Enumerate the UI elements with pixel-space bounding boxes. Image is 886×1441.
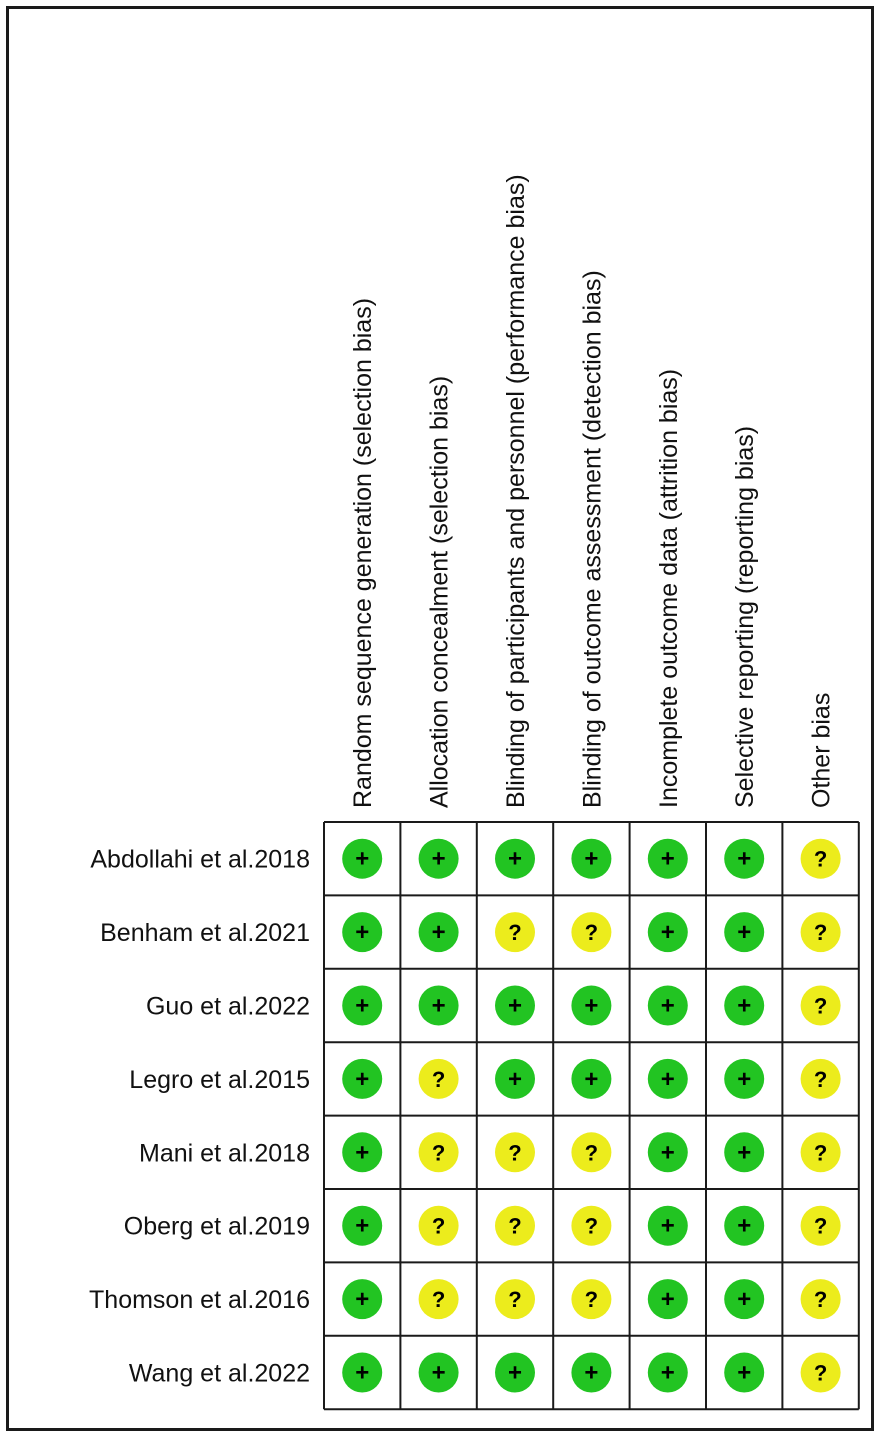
row-label: Mani et al.2018 — [139, 1139, 310, 1168]
question-mark-icon: ? — [813, 920, 828, 946]
low-risk-judgement — [495, 1059, 535, 1099]
low-risk-judgement — [724, 1059, 764, 1099]
unclear-risk-judgement — [419, 1206, 459, 1246]
unclear-risk-judgement — [801, 1279, 841, 1319]
row-label: Benham et al.2021 — [100, 919, 310, 948]
question-mark-icon: ? — [584, 1140, 599, 1166]
low-risk-judgement — [342, 1059, 382, 1099]
plus-icon: + — [431, 992, 446, 1020]
row-label: Abdollahi et al.2018 — [90, 845, 310, 874]
plus-icon: + — [660, 1139, 675, 1167]
column-label: Random sequence generation (selection bias) — [349, 297, 378, 808]
unclear-risk-judgement — [801, 1132, 841, 1172]
low-risk-judgement — [648, 1132, 688, 1172]
low-risk-judgement — [648, 1353, 688, 1393]
question-mark-icon: ? — [431, 1287, 446, 1313]
plus-icon: + — [355, 1286, 370, 1314]
low-risk-judgement — [419, 986, 459, 1026]
unclear-risk-judgement — [801, 1059, 841, 1099]
low-risk-judgement — [495, 1353, 535, 1393]
low-risk-judgement — [419, 912, 459, 952]
plus-icon: + — [355, 1139, 370, 1167]
question-mark-icon: ? — [813, 1287, 828, 1313]
low-risk-judgement — [648, 912, 688, 952]
plus-icon: + — [660, 1212, 675, 1240]
column-label: Blinding of participants and personnel (performance bias) — [502, 174, 530, 808]
question-mark-icon: ? — [508, 1287, 522, 1313]
low-risk-judgement — [342, 912, 382, 952]
plus-icon: + — [737, 845, 752, 873]
row-label: Legro et al.2015 — [129, 1065, 310, 1094]
low-risk-judgement — [724, 912, 764, 952]
unclear-risk-judgement — [495, 912, 535, 952]
plus-icon: + — [737, 919, 752, 947]
plus-icon: + — [660, 1065, 675, 1093]
question-mark-icon: ? — [584, 920, 599, 946]
plus-icon: + — [584, 1359, 599, 1387]
plus-icon: + — [737, 1212, 752, 1240]
column-label: Other bias — [807, 692, 836, 808]
unclear-risk-judgement — [801, 839, 841, 879]
plus-icon: + — [660, 992, 675, 1020]
low-risk-judgement — [342, 839, 382, 879]
unclear-risk-judgement — [495, 1206, 535, 1246]
row-label: Wang et al.2022 — [128, 1359, 310, 1388]
plus-icon: + — [507, 845, 523, 873]
column-label: Selective reporting (reporting bias) — [731, 425, 760, 808]
plus-icon: + — [507, 992, 523, 1020]
unclear-risk-judgement — [571, 912, 611, 952]
column-label: Incomplete outcome data (attrition bias) — [654, 368, 683, 808]
low-risk-judgement — [419, 1353, 459, 1393]
low-risk-judgement — [724, 1206, 764, 1246]
unclear-risk-judgement — [571, 1279, 611, 1319]
plus-icon: + — [355, 845, 370, 873]
plus-icon: + — [355, 992, 370, 1020]
plus-icon: + — [431, 1359, 446, 1387]
question-mark-icon: ? — [508, 1140, 522, 1166]
plus-icon: + — [355, 1065, 370, 1093]
low-risk-judgement — [571, 986, 611, 1026]
low-risk-judgement — [495, 986, 535, 1026]
low-risk-judgement — [342, 1279, 382, 1319]
low-risk-judgement — [342, 1132, 382, 1172]
question-mark-icon: ? — [813, 1066, 828, 1092]
question-mark-icon: ? — [813, 1213, 828, 1239]
low-risk-judgement — [571, 1059, 611, 1099]
plus-icon: + — [737, 1359, 752, 1387]
column-label: Allocation concealment (selection bias) — [425, 375, 454, 808]
low-risk-judgement — [342, 1353, 382, 1393]
low-risk-judgement — [724, 839, 764, 879]
plus-icon: + — [507, 1065, 523, 1093]
plus-icon: + — [737, 1065, 752, 1093]
low-risk-judgement — [724, 986, 764, 1026]
question-mark-icon: ? — [431, 1213, 446, 1239]
question-mark-icon: ? — [813, 993, 828, 1019]
plus-icon: + — [737, 992, 752, 1020]
unclear-risk-judgement — [801, 912, 841, 952]
low-risk-judgement — [419, 839, 459, 879]
plus-icon: + — [431, 919, 446, 947]
low-risk-judgement — [724, 1132, 764, 1172]
low-risk-judgement — [648, 1059, 688, 1099]
low-risk-judgement — [648, 839, 688, 879]
low-risk-judgement — [495, 839, 535, 879]
question-mark-icon: ? — [813, 1360, 828, 1386]
question-mark-icon: ? — [813, 1140, 828, 1166]
question-mark-icon: ? — [584, 1213, 599, 1239]
question-mark-icon: ? — [431, 1140, 446, 1166]
unclear-risk-judgement — [419, 1279, 459, 1319]
unclear-risk-judgement — [495, 1279, 535, 1319]
question-mark-icon: ? — [584, 1287, 599, 1313]
plus-icon: + — [584, 992, 599, 1020]
unclear-risk-judgement — [419, 1132, 459, 1172]
plus-icon: + — [431, 845, 446, 873]
plus-icon: + — [660, 919, 675, 947]
low-risk-judgement — [648, 1279, 688, 1319]
column-label: Blinding of outcome assessment (detection bias) — [578, 270, 607, 808]
unclear-risk-judgement — [801, 986, 841, 1026]
plus-icon: + — [584, 1065, 599, 1093]
unclear-risk-judgement — [419, 1059, 459, 1099]
unclear-risk-judgement — [801, 1206, 841, 1246]
low-risk-judgement — [724, 1279, 764, 1319]
plus-icon: + — [660, 1359, 675, 1387]
plus-icon: + — [355, 1359, 370, 1387]
plus-icon: + — [584, 845, 599, 873]
question-mark-icon: ? — [431, 1066, 446, 1092]
question-mark-icon: ? — [508, 920, 522, 946]
low-risk-judgement — [571, 839, 611, 879]
unclear-risk-judgement — [571, 1132, 611, 1172]
row-label: Guo et al.2022 — [145, 992, 310, 1021]
question-mark-icon: ? — [508, 1213, 522, 1239]
low-risk-judgement — [648, 1206, 688, 1246]
question-mark-icon: ? — [813, 846, 828, 872]
unclear-risk-judgement — [801, 1353, 841, 1393]
row-label: Oberg et al.2019 — [123, 1212, 310, 1241]
row-label: Thomson et al.2016 — [89, 1286, 310, 1315]
plus-icon: + — [355, 919, 370, 947]
low-risk-judgement — [724, 1353, 764, 1393]
unclear-risk-judgement — [495, 1132, 535, 1172]
low-risk-judgement — [342, 986, 382, 1026]
plus-icon: + — [660, 845, 675, 873]
low-risk-judgement — [648, 986, 688, 1026]
plus-icon: + — [355, 1212, 370, 1240]
unclear-risk-judgement — [571, 1206, 611, 1246]
low-risk-judgement — [342, 1206, 382, 1246]
plus-icon: + — [737, 1139, 752, 1167]
low-risk-judgement — [571, 1353, 611, 1393]
plus-icon: + — [507, 1359, 523, 1387]
plus-icon: + — [660, 1286, 675, 1314]
plus-icon: + — [737, 1286, 752, 1314]
